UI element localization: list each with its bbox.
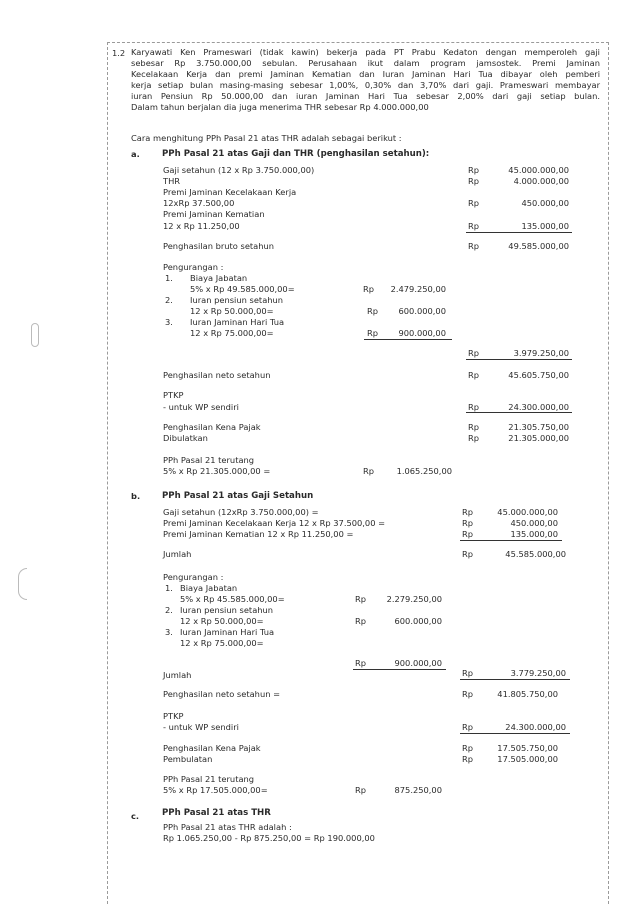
iuran-jht-label: Iuran Jaminan Hari Tua	[190, 317, 285, 327]
section-a-heading: PPh Pasal 21 atas Gaji dan THR (penghasilan setahun):	[162, 149, 430, 159]
currency: Rp	[355, 594, 367, 604]
pkp-value: 21.305.750,00	[508, 422, 569, 432]
iuran-pensiun-calc: 12 x Rp 50.000,00=	[180, 616, 264, 626]
item-number: 3.	[165, 317, 173, 327]
underline-rule	[364, 339, 452, 340]
bruto-value: 49.585.000,00	[508, 241, 569, 251]
pengurangan-label: Pengurangan :	[163, 572, 224, 582]
scan-mark	[31, 323, 39, 347]
iuran-pensiun-calc: 12 x Rp 50.000,00=	[190, 306, 274, 316]
section-b-letter: b.	[131, 491, 141, 501]
rounded-value: 21.305.000,00	[508, 433, 569, 443]
pengurangan-label: Pengurangan :	[163, 262, 224, 272]
biaya-jabatan-label: Biaya Jabatan	[180, 583, 238, 593]
currency: Rp	[363, 466, 375, 476]
jkm-label: Premi Jaminan Kematian	[163, 209, 265, 219]
jkm-label: Premi Jaminan Kematian 12 x Rp 11.250,00 =	[163, 529, 354, 539]
neto-value: 45.605.750,00	[508, 370, 569, 380]
biaya-jabatan-calc: 5% x Rp 49.585.000,00=	[190, 284, 295, 294]
currency: Rp	[462, 529, 474, 539]
jkm-value: 135.000,00	[521, 221, 569, 231]
gaji-label: Gaji setahun (12xRp 3.750.000,00) =	[163, 507, 319, 517]
jkk-calc: 12xRp 37.500,00	[163, 198, 235, 208]
item-number: 1.	[165, 273, 173, 283]
jumlah-value: 45.585.000,00	[505, 549, 566, 559]
underline-rule	[460, 540, 562, 541]
tax-calc: 5% x Rp 21.305.000,00 =	[163, 466, 271, 476]
currency: Rp	[355, 616, 367, 626]
currency: Rp	[355, 785, 367, 795]
tax-label: PPh Pasal 21 terutang	[163, 455, 255, 465]
jkm-calc: 12 x Rp 11.250,00	[163, 221, 240, 231]
currency: Rp	[367, 328, 379, 338]
scan-mark	[18, 568, 27, 600]
jkk-value: 450.000,00	[521, 198, 569, 208]
currency: Rp	[468, 198, 480, 208]
currency: Rp	[468, 422, 480, 432]
currency: Rp	[468, 433, 480, 443]
item-number: 2.	[165, 605, 173, 615]
item-number: 2.	[165, 295, 173, 305]
intro-line: Dalam tahun berjalan dia juga menerima THR sebesar Rp 4.000.000,00	[131, 102, 429, 113]
pkp-value: 17.505.750,00	[497, 743, 558, 753]
deduction-total-value: 3.779.250,00	[510, 668, 566, 678]
ptkp-value: 24.300.000,00	[508, 402, 569, 412]
ptkp-label: PTKP	[163, 390, 184, 400]
currency: Rp	[462, 549, 474, 559]
item-number: 3.	[165, 627, 173, 637]
rounded-label: Pembulatan	[163, 754, 213, 764]
intro-line: kerja setiap bulan masing-masing sebesar 1,00%, 0,30% dan 3,70% dari gaji. Prameswari membayar	[131, 80, 600, 91]
rounded-label: Dibulatkan	[163, 433, 208, 443]
thr-label: THR	[163, 176, 181, 186]
currency: Rp	[363, 284, 375, 294]
underline-rule	[466, 412, 572, 413]
currency: Rp	[468, 176, 480, 186]
jumlah-label: Jumlah	[163, 549, 192, 559]
pkp-label: Penghasilan Kena Pajak	[163, 422, 261, 432]
iuran-jht-label: Iuran Jaminan Hari Tua	[180, 627, 275, 637]
biaya-jabatan-calc: 5% x Rp 45.585.000,00=	[180, 594, 285, 604]
currency: Rp	[462, 518, 474, 528]
jkk-label: Premi Jaminan Kecelakaan Kerja 12 x Rp 37.500,00 =	[163, 518, 386, 528]
neto-label: Penghasilan neto setahun =	[163, 689, 281, 699]
currency: Rp	[462, 507, 474, 517]
jumlah-label: Jumlah	[163, 670, 192, 680]
currency: Rp	[468, 241, 480, 251]
gaji-value: 45.000.000,00	[508, 165, 569, 175]
iuran-pensiun-label: Iuran pensiun setahun	[180, 605, 274, 615]
currency: Rp	[468, 165, 480, 175]
currency: Rp	[367, 306, 379, 316]
jkk-label: Premi Jaminan Kecelakaan Kerja	[163, 187, 297, 197]
pkp-label: Penghasilan Kena Pajak	[163, 743, 261, 753]
neto-value: 41.805.750,00	[497, 689, 558, 699]
gaji-value: 45.000.000,00	[497, 507, 558, 517]
neto-label: Penghasilan neto setahun	[163, 370, 271, 380]
intro-line: Kecelakaan Kerja dan premi Jaminan Kematian dan Iuran Jaminan Hari Tua dibayar oleh pemberi	[131, 69, 600, 80]
item-number: 1.	[165, 583, 173, 593]
section-a-letter: a.	[131, 149, 140, 159]
iuran-pensiun-value: 600.000,00	[394, 616, 442, 626]
intro-paragraph	[131, 47, 600, 114]
biaya-jabatan-value: 2.279.250,00	[386, 594, 442, 604]
method-text: Cara menghitung PPh Pasal 21 atas THR adalah sebagai berikut :	[131, 133, 402, 143]
currency: Rp	[468, 348, 480, 358]
ptkp-value: 24.300.000,00	[505, 722, 566, 732]
currency: Rp	[462, 689, 474, 699]
intro-line: iuran Pensiun Rp 50.000,00 dan iuran Jaminan Hari Tua sebesar 2,00% dari gaji setiap bulan.	[131, 91, 600, 102]
currency: Rp	[462, 722, 474, 732]
ptkp-item: - untuk WP sendiri	[163, 402, 239, 412]
underline-rule	[460, 679, 570, 680]
jkm-value: 135.000,00	[510, 529, 558, 539]
ptkp-item: - untuk WP sendiri	[163, 722, 239, 732]
jkk-value: 450.000,00	[510, 518, 558, 528]
section-c-letter: c.	[131, 811, 140, 821]
iuran-jht-value: 900.000,00	[394, 658, 442, 668]
currency: Rp	[468, 402, 480, 412]
intro-line: sebesar Rp 3.750.000,00 sebulan. Perusahaan ikut dalam program jamsostek. Premi Jaminan	[131, 58, 600, 69]
underline-rule	[466, 359, 572, 360]
thr-tax-line: PPh Pasal 21 atas THR adalah :	[163, 822, 292, 832]
iuran-jht-calc: 12 x Rp 75.000,00=	[180, 638, 264, 648]
tax-calc: 5% x Rp 17.505.000,00=	[163, 785, 268, 795]
currency: Rp	[462, 743, 474, 753]
currency: Rp	[462, 668, 474, 678]
iuran-jht-calc: 12 x Rp 75.000,00=	[190, 328, 274, 338]
iuran-jht-value: 900.000,00	[398, 328, 446, 338]
thr-tax-result: Rp 1.065.250,00 - Rp 875.250,00 = Rp 190.000,00	[163, 833, 375, 843]
ptkp-label: PTKP	[163, 711, 184, 721]
underline-rule	[466, 232, 572, 233]
currency: Rp	[468, 221, 480, 231]
thr-value: 4.000.000,00	[513, 176, 569, 186]
section-c-heading: PPh Pasal 21 atas THR	[162, 808, 271, 818]
biaya-jabatan-label: Biaya Jabatan	[190, 273, 248, 283]
tax-value: 1.065.250,00	[396, 466, 452, 476]
rounded-value: 17.505.000,00	[497, 754, 558, 764]
bruto-label: Penghasilan bruto setahun	[163, 241, 275, 251]
intro-line: Karyawati Ken Prameswari (tidak kawin) bekerja pada PT Prabu Kedaton dengan memperoleh gaji	[131, 47, 600, 57]
biaya-jabatan-value: 2.479.250,00	[390, 284, 446, 294]
underline-rule	[353, 669, 446, 670]
section-b-heading: PPh Pasal 21 atas Gaji Setahun	[162, 491, 314, 501]
currency: Rp	[462, 754, 474, 764]
currency: Rp	[468, 370, 480, 380]
iuran-pensiun-value: 600.000,00	[398, 306, 446, 316]
currency: Rp	[355, 658, 367, 668]
gaji-label: Gaji setahun (12 x Rp 3.750.000,00)	[163, 165, 315, 175]
underline-rule	[460, 733, 570, 734]
deduction-total-value: 3.979.250,00	[513, 348, 569, 358]
section-number: 1.2	[112, 48, 126, 58]
iuran-pensiun-label: Iuran pensiun setahun	[190, 295, 284, 305]
tax-label: PPh Pasal 21 terutang	[163, 774, 255, 784]
tax-value: 875.250,00	[394, 785, 442, 795]
